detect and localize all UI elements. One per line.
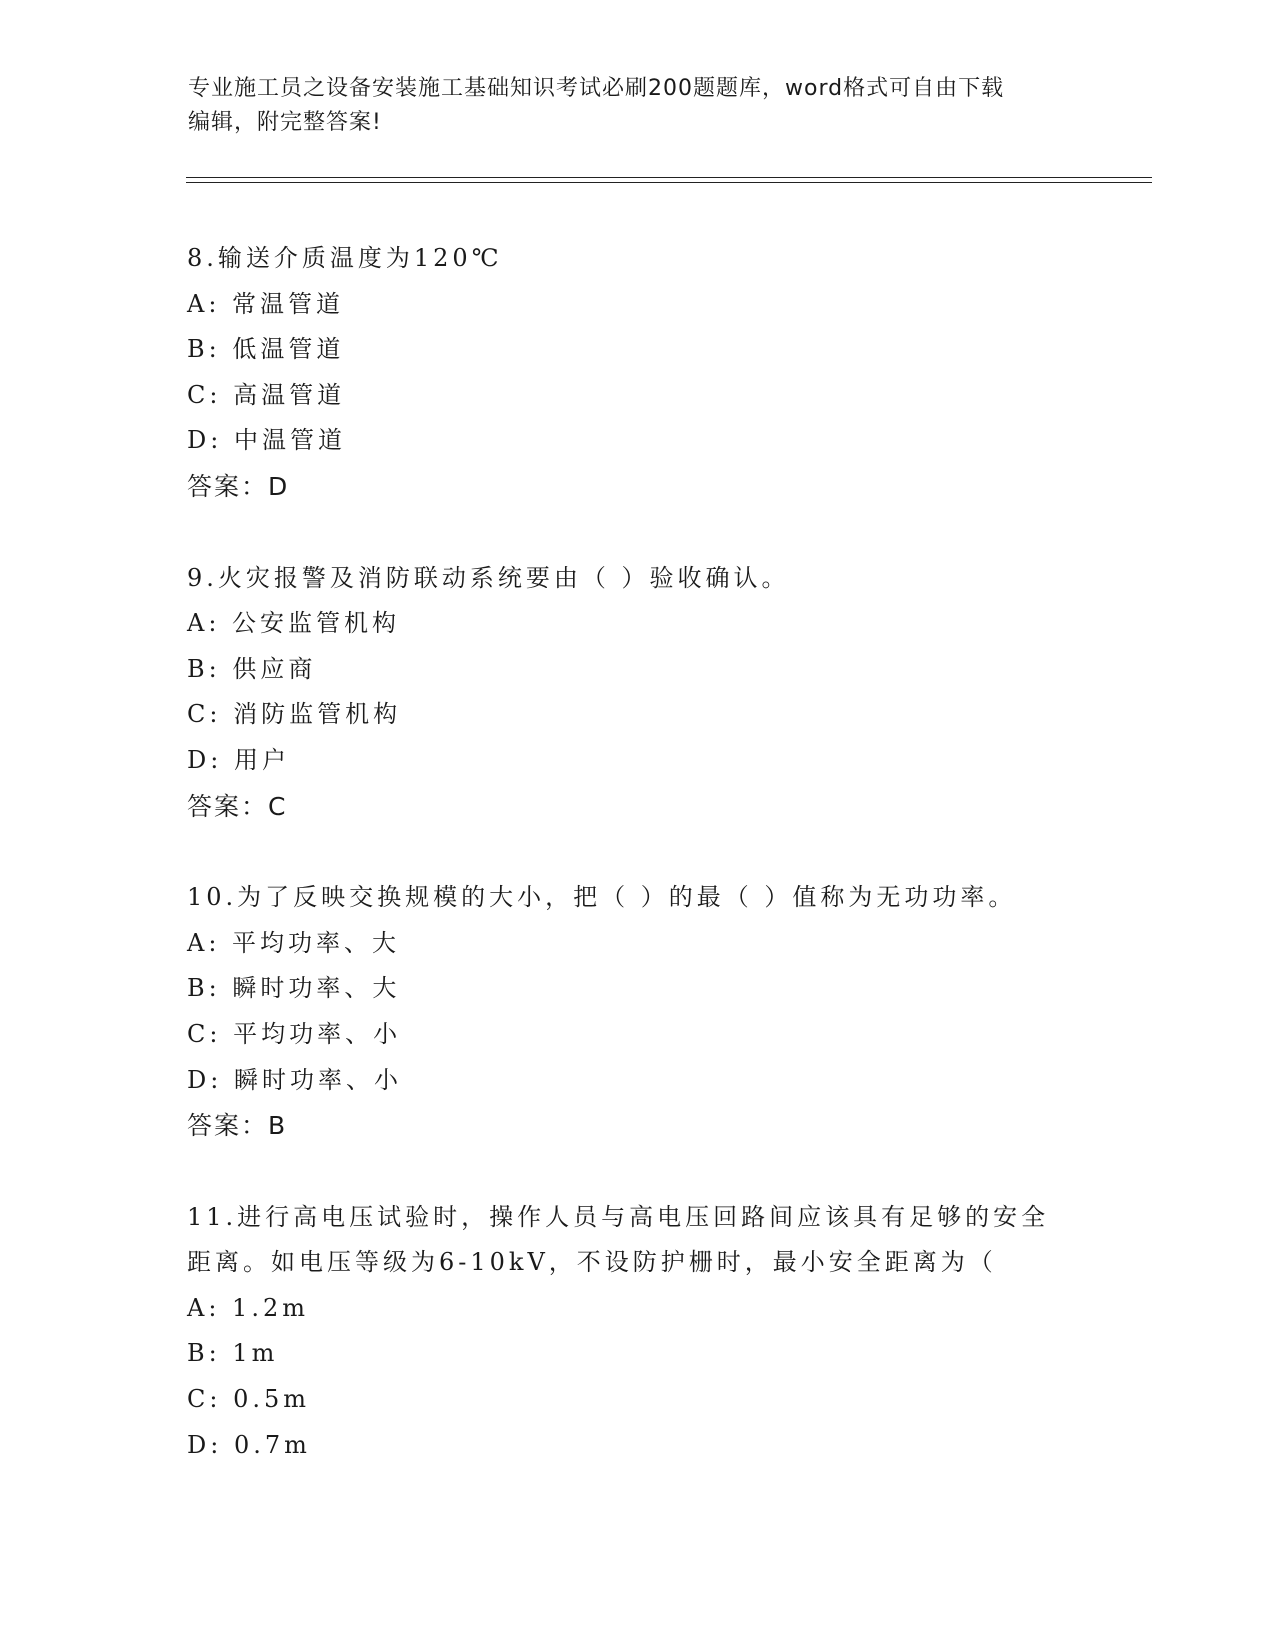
answer-text: 答案：C bbox=[187, 791, 288, 821]
option-c: C: 高温管道 bbox=[187, 380, 346, 409]
answer-text: 答案：D bbox=[187, 471, 290, 501]
option-b: B: 瞬时功率、大 bbox=[187, 974, 401, 1003]
question-stem: 8.输送介质温度为120℃ bbox=[187, 244, 503, 272]
question-stem-line1: 11.进行高电压试验时，操作人员与高电压回路间应该具有足够的安全 bbox=[187, 1202, 1050, 1231]
option-b: B: 供应商 bbox=[187, 654, 317, 683]
question-stem: 9.火灾报警及消防联动系统要由（ ）验收确认。 bbox=[187, 563, 790, 592]
option-c: C: 0.5m bbox=[187, 1385, 311, 1414]
option-d: D: 中温管道 bbox=[187, 426, 346, 455]
option-a: A: 平均功率、大 bbox=[187, 928, 401, 957]
option-c: C: 消防监管机构 bbox=[187, 700, 402, 729]
option-a: A: 1.2m bbox=[187, 1293, 309, 1322]
header-divider-bottom bbox=[186, 182, 1152, 183]
question-list bbox=[187, 236, 1087, 1514]
question-stem-line2: 距离。如电压等级为6-10kV，不设防护栅时，最小安全距离为（ bbox=[187, 1248, 997, 1277]
question-11 bbox=[187, 1195, 1087, 1469]
option-a: A: 常温管道 bbox=[187, 289, 345, 318]
option-c: C: 平均功率、小 bbox=[187, 1019, 402, 1048]
option-d: D: 瞬时功率、小 bbox=[187, 1065, 402, 1094]
header-divider-top bbox=[186, 177, 1152, 178]
question-10 bbox=[187, 875, 1087, 1149]
question-stem: 10.为了反映交换规模的大小，把（ ）的最（ ）值称为无功功率。 bbox=[187, 883, 1017, 912]
option-b: B: 低温管道 bbox=[187, 335, 345, 364]
header-title-line2: 编辑，附完整答案! bbox=[188, 110, 382, 135]
document-header bbox=[188, 72, 1088, 140]
option-d: D: 0.7m bbox=[187, 1430, 311, 1459]
question-9 bbox=[187, 556, 1087, 830]
question-8 bbox=[187, 236, 1087, 510]
answer-text: 答案：B bbox=[187, 1111, 288, 1141]
option-b: B: 1m bbox=[187, 1339, 279, 1368]
option-d: D: 用户 bbox=[187, 745, 290, 774]
option-a: A: 公安监管机构 bbox=[187, 609, 401, 638]
header-title-line1: 专业施工员之设备安装施工基础知识考试必刷200题题库，word格式可自由下载 bbox=[188, 76, 1005, 101]
